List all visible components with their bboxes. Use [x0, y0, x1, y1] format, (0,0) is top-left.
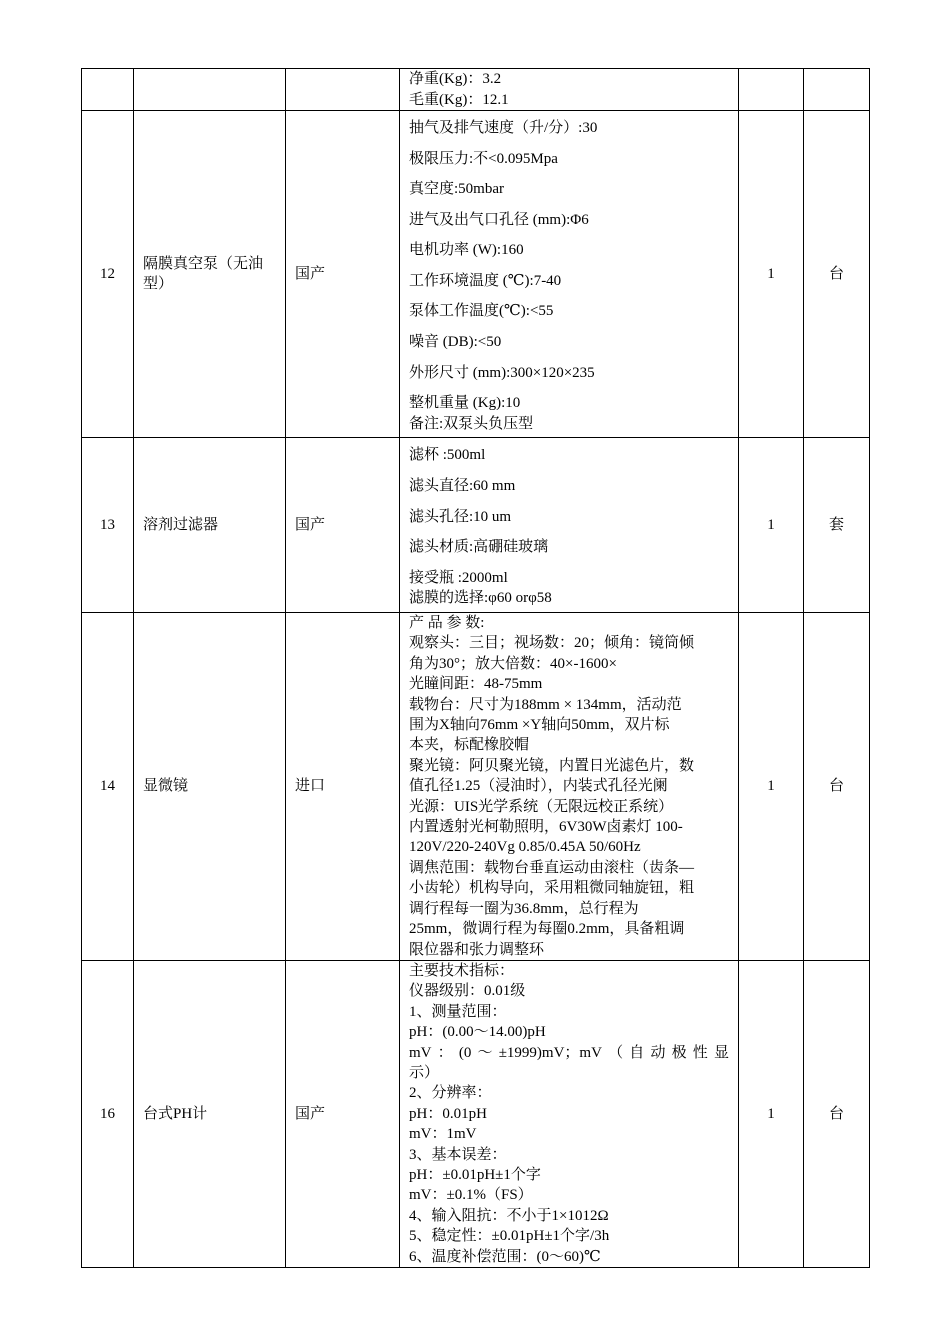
- spec-line: 净重(Kg)：3.2: [409, 71, 502, 88]
- spec-line: 本夹，标配橡胶帽: [409, 737, 530, 754]
- spec-line: 120V/220-240Vg 0.85/0.45A 50/60Hz: [409, 839, 641, 856]
- spec-line: 主要技术指标：: [409, 962, 515, 979]
- spec-line: 2、分辨率：: [409, 1085, 492, 1102]
- spec-line: 滤头直径:60 mm: [409, 478, 516, 494]
- item-quantity: [739, 69, 804, 111]
- item-name: 显微镜: [134, 613, 286, 961]
- spec-line: 滤头孔径:10 um: [409, 508, 512, 525]
- spec-line: 25mm，微调行程为每圈0.2mm，具备粗调: [409, 921, 685, 938]
- spec-line: 备注:双泵头负压型: [409, 415, 534, 432]
- spec-line: 产 品 参 数:: [409, 615, 485, 631]
- table-row: [82, 111, 870, 438]
- row-number: 14: [82, 613, 134, 961]
- spec-line: 观察头：三目；视场数：20；倾角：镜筒倾: [409, 635, 695, 652]
- table-row: [82, 613, 870, 961]
- spec-line: 滤头材质:高硼硅玻璃: [409, 539, 549, 556]
- spec-line: 聚光镜：阿贝聚光镜，内置日光滤色片，数: [409, 757, 695, 774]
- spec-line: 滤膜的选择:φ60 orφ58: [409, 590, 552, 607]
- spec-line: mV：(0～±1999)mV；mV（自动极性显: [409, 1044, 729, 1061]
- spec-line: 噪音 (DB):<50: [409, 334, 502, 351]
- spec-line: 整机重量 (Kg):10: [409, 395, 521, 412]
- item-origin: 国产: [286, 111, 400, 438]
- spec-line: 滤杯 :500ml: [409, 447, 486, 464]
- spec-line: 6、温度补偿范围：(0～60)℃: [409, 1248, 601, 1265]
- spec-line: 真空度:50mbar: [409, 181, 504, 198]
- spec-line: mV：±0.1%（FS）: [409, 1187, 533, 1204]
- item-specs: [400, 613, 739, 961]
- spec-line: 接受瓶 :2000ml: [409, 569, 508, 586]
- spec-line: 光源：UIS光学系统（无限远校正系统）: [409, 798, 674, 815]
- item-name: [134, 69, 286, 111]
- spec-line: 载物台：尺寸为188mm × 134mm，活动范: [409, 696, 682, 713]
- item-unit: [804, 69, 870, 111]
- item-origin: 进口: [286, 613, 400, 961]
- item-origin: 国产: [286, 960, 400, 1267]
- item-quantity: 1: [739, 438, 804, 613]
- spec-line: 示）: [409, 1064, 440, 1081]
- spec-line: 电机功率 (W):160: [409, 242, 524, 259]
- item-unit: 台: [804, 960, 870, 1267]
- spec-line: 角为30°；放大倍数：40×-1600×: [409, 655, 617, 672]
- table-row: [82, 69, 870, 111]
- item-specs: [400, 111, 739, 438]
- item-quantity: 1: [739, 111, 804, 438]
- spec-line: 4、输入阻抗：不小于1×1012Ω: [409, 1207, 609, 1224]
- spec-line: 内置透射光柯勒照明，6V30W卤素灯 100-: [409, 819, 683, 836]
- item-origin: 国产: [286, 438, 400, 613]
- item-origin: [286, 69, 400, 111]
- row-number: 12: [82, 111, 134, 438]
- item-unit: 台: [804, 613, 870, 961]
- row-number: 13: [82, 438, 134, 613]
- spec-line: 抽气及排气速度（升/分）:30: [409, 119, 598, 136]
- item-specs: [400, 960, 739, 1267]
- spec-line: 调行程每一圈为36.8mm，总行程为: [409, 900, 639, 917]
- row-number: [82, 69, 134, 111]
- item-name-text: 隔膜真空泵（无油型）: [143, 255, 264, 292]
- spec-line: 限位器和张力调整环: [409, 941, 545, 958]
- spec-line: 3、基本误差：: [409, 1146, 507, 1163]
- spec-line: 泵体工作温度(℃):<55: [409, 303, 554, 320]
- item-specs: [400, 69, 739, 111]
- spec-line: 仪器级别：0.01级: [409, 983, 526, 1000]
- spec-line: pH：0.01pH: [409, 1105, 487, 1122]
- spec-line: pH：±0.01pH±1个字: [409, 1166, 541, 1183]
- spec-line: 小齿轮）机构导向，采用粗微同轴旋钮，粗: [409, 880, 695, 897]
- row-number: 16: [82, 960, 134, 1267]
- spec-line: 值孔径1.25（浸油时），内装式孔径光阑: [409, 778, 668, 795]
- spec-line: 外形尺寸 (mm):300×120×235: [409, 364, 595, 381]
- item-name: [134, 111, 286, 438]
- spec-line: 工作环境温度 (℃):7-40: [409, 272, 562, 289]
- spec-line: 极限压力:不<0.095Mpa: [409, 150, 558, 167]
- item-specs: [400, 438, 739, 613]
- spec-line: mV：1mV: [409, 1126, 477, 1143]
- table-row: [82, 438, 870, 613]
- item-unit: 套: [804, 438, 870, 613]
- spec-line: 进气及出气口孔径 (mm):Φ6: [409, 211, 589, 228]
- spec-line: 毛重(Kg)：12.1: [409, 91, 509, 108]
- item-quantity: 1: [739, 960, 804, 1267]
- item-name: 溶剂过滤器: [134, 438, 286, 613]
- item-unit: 台: [804, 111, 870, 438]
- item-name: 台式PH计: [134, 960, 286, 1267]
- spec-line: 5、稳定性：±0.01pH±1个字/3h: [409, 1228, 610, 1245]
- table-row: [82, 960, 870, 1267]
- spec-line: 围为X轴向76mm ×Y轴向50mm，双片标: [409, 717, 670, 734]
- spec-line: 光瞳间距：48-75mm: [409, 676, 543, 693]
- equipment-spec-table: [81, 68, 870, 1268]
- spec-line: 调焦范围：载物台垂直运动由滚柱（齿条—: [409, 859, 695, 876]
- spec-line: pH：(0.00～14.00)pH: [409, 1024, 546, 1041]
- item-quantity: 1: [739, 613, 804, 961]
- spec-line: 1、测量范围：: [409, 1003, 507, 1020]
